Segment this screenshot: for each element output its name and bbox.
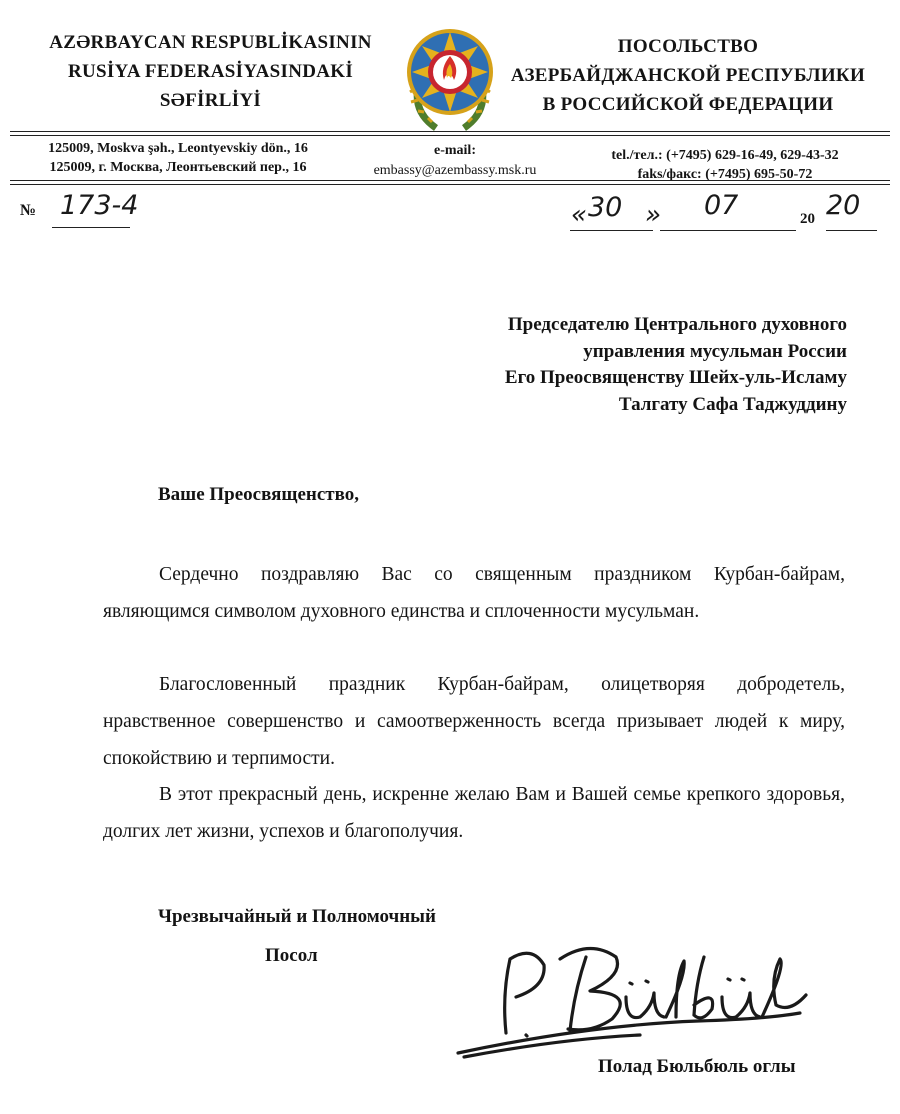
header-divider-top-thin (10, 135, 890, 136)
date-month: 07 (704, 190, 739, 221)
body-paragraph-3: В этот прекрасный день, искренне желаю Вам и Вашей семье крепкого здоровья, долгих лет жизни, успехов и благополучия. (103, 784, 845, 842)
date-year-prefix: 20 (800, 211, 815, 227)
embassy-phones (560, 146, 890, 184)
reference-number-line (52, 227, 130, 228)
reference-number: 173-4 (60, 190, 139, 221)
header-divider-bottom (10, 180, 890, 181)
letterhead-left (18, 28, 403, 115)
header-divider-bottom-thin (10, 184, 890, 185)
embassy-address (18, 139, 338, 177)
letterhead-left-line: AZƏRBAYCAN RESPUBLİKASININ (49, 32, 372, 53)
address-line: 125009, Moskva şəh., Leontyevskiy dön., 16 (48, 141, 308, 156)
date-day-line (570, 230, 653, 231)
date-year-line (826, 230, 877, 231)
signatory-name: Полад Бюльбюль оглы (598, 1056, 796, 1077)
email-label: e-mail: (434, 143, 476, 158)
letterhead-right-line: ПОСОЛЬСТВО (617, 36, 759, 57)
body-paragraph-2: Благословенный праздник Курбан-байрам, олицетворяя добродетель, нравственное совершенство и самоотверженность всегда призывает людей к миру, спокойствию и терпимости. (103, 674, 845, 769)
date-quote-close: » (645, 200, 662, 230)
handwritten-signature (440, 935, 820, 1070)
reference-number-sign: № (20, 202, 37, 219)
addressee-block (347, 312, 847, 418)
letterhead-right (502, 32, 874, 119)
date-quote-open: « (571, 200, 588, 230)
letterhead-right-line: В РОССИЙСКОЙ ФЕДЕРАЦИИ (542, 94, 834, 115)
date-day: 30 (588, 192, 623, 223)
embassy-email (350, 141, 560, 181)
address-line: 125009, г. Москва, Леонтьевский пер., 16 (49, 160, 307, 175)
salutation: Ваше Преосвященство, (158, 484, 359, 505)
addressee-line: Его Преосвященству Шейх-уль-Исламу (504, 367, 847, 388)
header-divider-top (10, 131, 890, 132)
addressee-line: управления мусульман России (583, 340, 847, 362)
letterhead-left-line: RUSİYA FEDERASİYASINDAKİ (67, 61, 354, 82)
email-address: embassy@azembassy.msk.ru (373, 163, 537, 178)
letterhead-left-line: SƏFİRLİYİ (159, 90, 262, 111)
letterhead-right-line: АЗЕРБАЙДЖАНСКОЙ РЕСПУБЛИКИ (510, 65, 866, 86)
signatory-title-line-2: Посол (265, 945, 318, 966)
coat-of-arms-icon (398, 18, 502, 134)
date-year-suffix: 20 (826, 190, 861, 221)
signatory-title-line-1: Чрезвычайный и Полномочный (158, 906, 436, 927)
phone-line: tel./тел.: (+7495) 629-16-49, 629-43-32 (611, 148, 839, 163)
fax-line: faks/факс: (+7495) 695-50-72 (637, 167, 813, 182)
body-paragraph-1: Сердечно поздравляю Вас со священным праздником Курбан-байрам, являющимся символом духовного единства и сплоченности мусульман. (103, 564, 845, 622)
addressee-line: Талгату Сафа Таджуддину (618, 393, 847, 415)
addressee-line: Председателю Центрального духовного (507, 314, 847, 335)
date-month-line (660, 230, 796, 231)
